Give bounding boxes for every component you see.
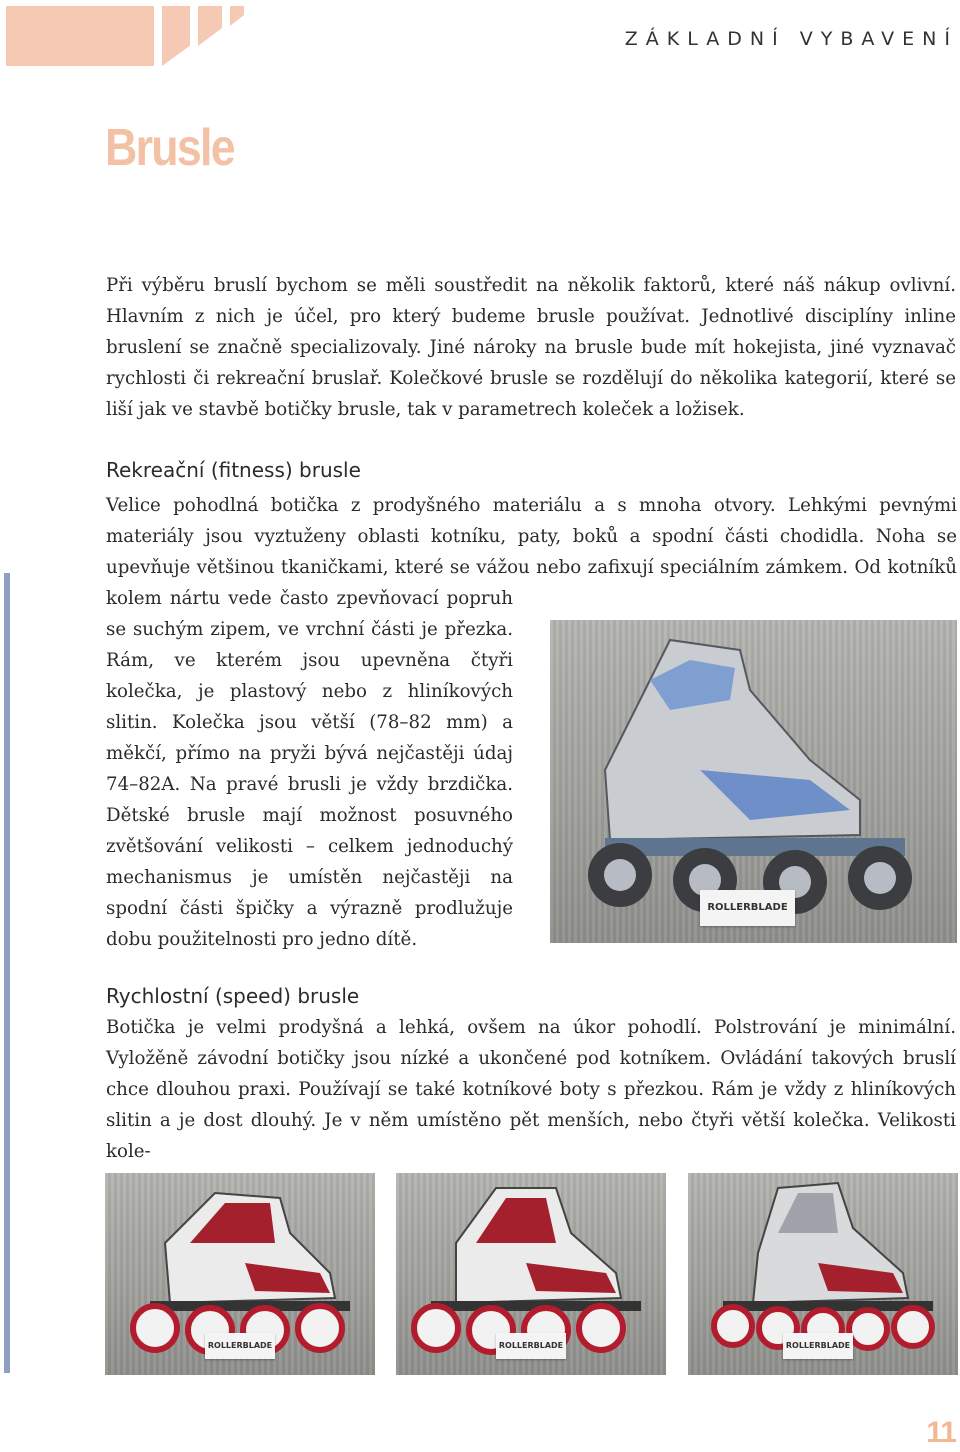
speed-skate-photo-1 — [105, 1173, 375, 1375]
fitness-heading: Rekreační (fitness) brusle — [106, 458, 361, 482]
intro-paragraph: Při výběru bruslí bychom se měli soustředit na několik faktorů, které náš nákup ovlivní. Hlavním z nich je účel, pro který budeme brusle používat. Jednotlivé disciplíny inline bruslení se značně specializovaly. Jiné nároky na brusle bude mít hokejista, jiné vyznavač rychlosti či rekreační bruslař. Kolečkové brusle se rozdělují do několika kategorií, které se liší jak ve stavbě botičky brusle, tak v parametrech koleček a ložisek. — [106, 275, 956, 420]
brand-logo-card: ROLLERBLADE — [205, 1333, 275, 1359]
speed-skate-photo-3 — [688, 1173, 958, 1375]
header-decoration-block — [6, 6, 154, 66]
speed-heading: Rychlostní (speed) brusle — [106, 984, 360, 1008]
fitness-paragraph — [106, 490, 957, 955]
header-decoration-stripe — [162, 6, 190, 66]
brand-logo-card: ROLLERBLADE — [496, 1333, 566, 1359]
header-decoration-stripe — [230, 6, 244, 26]
fitness-text: Velice pohodlná botička z prodyšného materiálu a s mnoha otvory. Lehkými pevnými materiály jsou vyztuženy oblasti kotníku, paty, boků a spodní části chodidla. Noha se upevňuje většinou tkaničkami, které se vážou nebo zafixují speciálním zámkem. Od kotníků kolem nártu vede často zpevňovací popruh se suchým zipem, ve vrchní části je přezka. Rám, ve kterém jsou upevněna čtyři kolečka, je plastový nebo z hliníkových slitin. Kolečka jsou větší (78–82 mm) a měkčí, přímo na pryži bývá nejčastěji údaj 74–82A. Na pravé brusli je vždy brzdička. Dětské brusle mají možnost posuvného zvětšování velikosti – celkem jednoduchý mechanismus je umístěn nejčastěji na spodní části špičky a výrazně prodlužuje dobu použitelnosti pro jedno dítě. — [106, 495, 957, 950]
side-bar-decoration — [4, 573, 10, 1373]
speed-skate-photo-2 — [396, 1173, 666, 1375]
header-decoration-stripe — [198, 6, 222, 46]
page-title: Brusle — [105, 119, 234, 177]
brand-logo-card: ROLLERBLADE — [700, 890, 795, 926]
section-header: ZÁKLADNÍ VYBAVENÍ — [624, 28, 958, 50]
speed-paragraph: Botička je velmi prodyšná a lehká, ovšem na úkor pohodlí. Polstrování je minimální. Vyložěně závodní botičky jsou nízké a ukončené pod kotníkem. Ovládání takových bruslí chce dlouhou praxi. Používají se také kotníkové boty s přezkou. Rám je vždy z hliníkových slitin a je dost dlouhý. Je v něm umístěno pět menších, nebo čtyři větší kolečka. Velikosti kole- — [106, 1017, 956, 1162]
brand-logo-card: ROLLERBLADE — [783, 1333, 853, 1359]
page-number: 11 — [926, 1416, 956, 1449]
